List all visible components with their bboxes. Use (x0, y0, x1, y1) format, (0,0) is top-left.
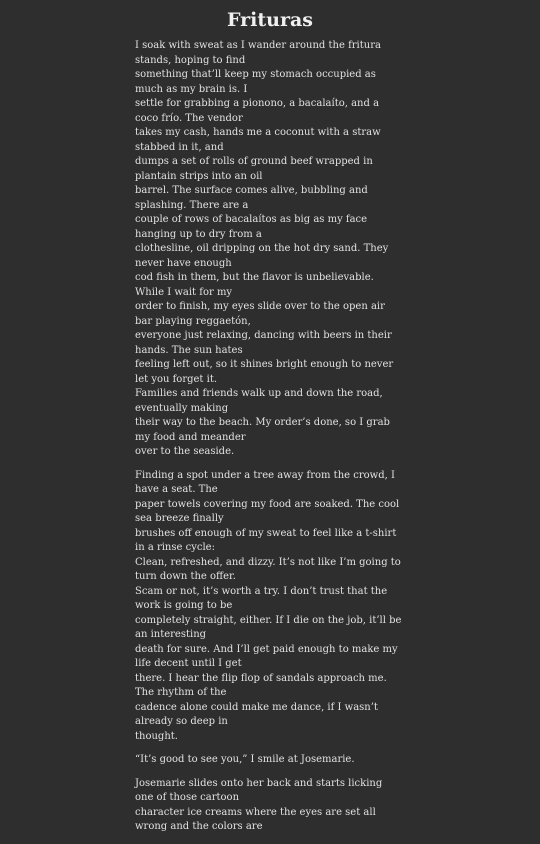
paragraph: Finding a spot under a tree away from the crowd, I have a seat. The paper towels covering my food are soaked. The cool sea breeze finally brushes off enough of my sweat to feel like a t-shirt in a rinse cycle: Clean, refreshed, and dizzy. It’s not like I’m going to turn down the offer. Scam or not, it’s worth a try. I don’t trust that the work is going to be completely straight, either. If I die on the job, it’ll be an interesting death for sure. And I’ll get paid enough to make my life decent until I get there. I hear the flip flop of sandals approach me. The rhythm of the cadence alone could make me dance, if I wasn’t already so deep in thought. (135, 469, 402, 742)
paragraph: I soak with sweat as I wander around the fritura stands, hoping to find something that’ll keep my stomach occupied as much as my brain is. I settle for grabbing a pionono, a bacalaíto, and a coco frío. The vendor takes my cash, hands me a coconut with a straw stabbed in it, and dumps a set of rolls of ground beef wrapped in plantain strips into an oil barrel. The surface comes alive, bubbling and splashing. There are a couple of rows of bacalaítos as big as my face hanging up to dry from a clothesline, oil dripping on the hot dry sand. They never have enough cod fish in them, but the flavor is unbelievable. While I wait for my order to finish, my eyes slide over to the open air bar playing reggaetón, everyone just relaxing, dancing with beers in their hands. The sun hates feeling left out, so it shines bright enough to never let you forget it. Families and friends walk up and down the road, eventually making their way to the beach. My order’s done, so I grab my food and meander over to the seaside. (135, 40, 394, 457)
paragraph: Josemarie slides onto her back and starts licking one of those cartoon character ice creams where the eyes are set all wrong and the colors are (135, 777, 383, 832)
page-title: Frituras (227, 9, 313, 31)
story-body (135, 39, 403, 844)
paragraph: “It’s good to see you,” I smile at Josemarie. (135, 754, 355, 765)
